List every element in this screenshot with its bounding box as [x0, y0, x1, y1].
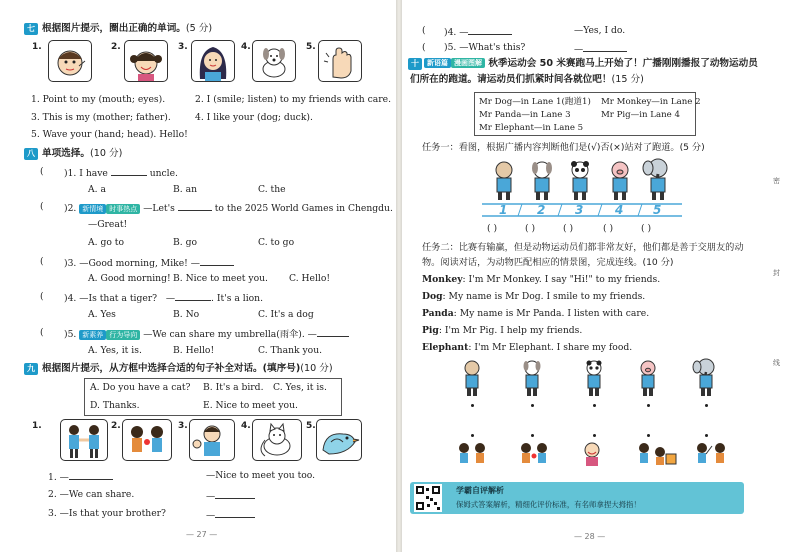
- sec9-blank-1[interactable]: [69, 470, 113, 480]
- task-1-instruction: 任务一：看图，根据广播内容判断他们是(√)否(×)站对了跑道。(5 分): [422, 142, 705, 153]
- match-dot-top-4[interactable]: [647, 404, 650, 407]
- r-q4-blank[interactable]: [468, 25, 512, 35]
- lane-number-3: 3: [575, 203, 584, 217]
- q1-opt-c: C. the: [258, 184, 286, 195]
- boy-icon: [190, 420, 234, 460]
- sec7-pic-num-3: 3.: [178, 42, 188, 52]
- page-number-28: — 28 —: [574, 532, 606, 541]
- scene-help: [639, 443, 676, 465]
- character-elephant: [693, 359, 714, 396]
- section-9-badge: 九: [24, 363, 38, 375]
- sec9-blank-3[interactable]: [215, 508, 255, 518]
- q1-paren: (: [40, 166, 44, 177]
- sec7-item-5: 5. Wave your (hand; head). Hello!: [31, 129, 188, 140]
- match-dot-bottom-5[interactable]: [705, 434, 708, 437]
- sec7-pic-num-2: 2.: [111, 42, 121, 52]
- animal-characters-row: [454, 358, 754, 398]
- sec9-pic-num-5: 5.: [306, 421, 316, 431]
- sec7-pic-hand: [318, 40, 362, 82]
- sec9-reply-3: —: [206, 508, 255, 522]
- right-page: [402, 0, 800, 552]
- lane-number-5: 5: [653, 203, 662, 217]
- lane-info-pig: Mr Pig—in Lane 4: [601, 110, 680, 120]
- lane-2-animal: [532, 162, 552, 200]
- sec9-line-3: 3. —Is that your brother?: [48, 508, 166, 519]
- lane-answer-2[interactable]: ( ): [525, 223, 536, 234]
- sec9-pic-num-4: 4.: [241, 421, 251, 431]
- scene-pictures-row: [450, 440, 750, 470]
- sec7-pic-mother: [191, 40, 235, 82]
- lane-info-monkey: Mr Monkey—in Lane 2: [601, 97, 701, 107]
- q2-blank[interactable]: [178, 201, 212, 211]
- sec9-option-box: [84, 378, 342, 416]
- sec7-item-4: 4. I like your (dog; duck).: [195, 112, 313, 123]
- sec9-pic-1: [60, 419, 108, 461]
- match-dot-top-2[interactable]: [531, 404, 534, 407]
- sec9-pic-3: [189, 419, 235, 461]
- q1-text: )1. I have uncle.: [64, 168, 178, 179]
- character-pig: [641, 361, 655, 396]
- handshake-icon: [61, 420, 107, 460]
- q5-text: )5. 新素养 行为导向 —We can share my umbrella(雨伞). —: [64, 327, 349, 341]
- q4-opt-a: A. Yes: [88, 309, 116, 320]
- sec9-opt-e: E. Nice to meet you.: [203, 400, 298, 411]
- q1-opt-b: B. an: [173, 184, 197, 195]
- sec7-item-2: 2. I (smile; listen) to my friends with care.: [195, 94, 391, 105]
- lane-4-animal: [612, 162, 628, 200]
- lane-info-box: [474, 92, 701, 136]
- sec9-blank-2[interactable]: [215, 489, 255, 499]
- lane-info-elephant: Mr Elephant—in Lane 5: [479, 123, 584, 133]
- margin-char-1: 密: [773, 177, 780, 185]
- dialog-panda: Panda: My name is Mr Panda. I listen with care.: [422, 308, 650, 319]
- character-dog: [524, 361, 541, 396]
- section-7-title: 根据图片提示，圈出正确的单词。(5 分): [42, 23, 213, 34]
- lane-answer-3[interactable]: ( ): [563, 223, 574, 234]
- sec9-reply-1: —Nice to meet you too.: [206, 470, 316, 481]
- section-8-title: 单项选择。(10 分): [42, 148, 123, 159]
- sec9-reply-2: —: [206, 489, 255, 503]
- task-2-instruction-2: 物。阅读对话，为动物匹配相应的情景图，完成连线。(10 分): [422, 257, 674, 268]
- banner-title: 学霸自评解析: [456, 486, 504, 495]
- r-q5-paren: (: [422, 42, 426, 53]
- dialog-monkey: Monkey: I'm Mr Monkey. I say "Hi!" to my friends.: [422, 274, 661, 285]
- sec9-pic-num-2: 2.: [111, 421, 121, 431]
- q3-paren: (: [40, 256, 44, 267]
- q3-opt-c: C. Hello!: [289, 273, 331, 284]
- q2-paren: (: [40, 201, 44, 212]
- r-q5-reply: —: [574, 42, 627, 56]
- sec9-pic-5: [316, 419, 362, 461]
- match-dot-top-1[interactable]: [471, 404, 474, 407]
- character-monkey: [465, 361, 479, 396]
- lane-info-panda: Mr Panda—in Lane 3: [479, 110, 571, 120]
- dialog-elephant: Elephant: I'm Mr Elephant. I share my food.: [422, 342, 633, 353]
- face-eyes-icon: [49, 41, 91, 81]
- q5-blank[interactable]: [317, 327, 349, 337]
- r-q4-reply: —Yes, I do.: [574, 25, 626, 36]
- section-7-badge: 七: [24, 23, 38, 35]
- sec7-pic-dog: [252, 40, 296, 82]
- sec9-line-1: 1. —: [48, 470, 113, 484]
- lane-1-animal: [496, 162, 512, 200]
- r-q4-paren: (: [422, 25, 426, 36]
- scene-say-hi: [697, 443, 725, 463]
- q3-opt-b: B. Nice to meet you.: [173, 273, 268, 284]
- sec7-item-1: 1. Point to my (mouth; eyes).: [31, 94, 166, 105]
- margin-char-3: 线: [773, 359, 780, 367]
- sec9-opt-d: D. Thanks.: [90, 400, 140, 411]
- q3-blank[interactable]: [200, 256, 234, 266]
- q5-paren: (: [40, 327, 44, 338]
- section-10-title-2: 们所在的跑道。请运动员们抓紧时间各就位吧！(15 分): [410, 74, 644, 85]
- scene-smile: [585, 443, 599, 466]
- sec9-pic-2: [122, 419, 172, 461]
- sec9-pic-num-1: 1.: [32, 421, 42, 431]
- lane-5-animal: [643, 159, 667, 200]
- lane-info-dog: Mr Dog—in Lane 1(跑道1): [479, 97, 591, 107]
- left-page: [0, 0, 396, 552]
- sec7-pic-num-1: 1.: [32, 42, 42, 52]
- match-dot-bottom-2[interactable]: [531, 434, 534, 437]
- waving-hand-icon: [319, 41, 361, 81]
- lane-answer-5[interactable]: ( ): [641, 223, 652, 234]
- self-eval-banner: [410, 482, 744, 514]
- q2-opt-c: C. to go: [258, 237, 295, 248]
- r-q5-text: )5. —What's this?: [444, 42, 526, 53]
- match-dot-top-5[interactable]: [705, 404, 708, 407]
- q3-text: )3. —Good morning, Mike! —: [64, 256, 234, 270]
- lane-number-1: 1: [499, 203, 508, 217]
- q2-reply: —Great!: [88, 219, 128, 230]
- q5-opt-b: B. Hello!: [173, 345, 215, 356]
- sec7-pic-smile: [124, 40, 168, 82]
- kids-sharing-icon: [123, 420, 171, 460]
- lane-number-4: 4: [615, 203, 624, 217]
- sec9-opt-b: B. It's a bird.: [203, 382, 264, 393]
- q2-opt-a: A. go to: [88, 237, 125, 248]
- q2-opt-b: B. go: [173, 237, 198, 248]
- sec7-pic-eyes: [48, 40, 92, 82]
- lane-3-animal: [571, 161, 589, 200]
- match-dot-bottom-4[interactable]: [647, 434, 650, 437]
- q1-opt-a: A. a: [88, 184, 106, 195]
- mother-icon: [192, 41, 234, 81]
- q4-opt-c: C. It's a dog: [258, 309, 314, 320]
- r-q5-blank[interactable]: [583, 42, 627, 52]
- r-q4-text: )4. —: [444, 25, 512, 39]
- match-dot-bottom-3[interactable]: [593, 434, 596, 437]
- girl-smile-icon: [125, 41, 167, 81]
- banner-subtitle: 保姆式答案解析，精细化评价标准，有名师拿捏大拇指！: [456, 500, 641, 509]
- section-9-title: 根据图片提示，从方框中选择合适的句子补全对话。(填序号)(10 分): [42, 363, 333, 374]
- sec7-item-3: 3. This is my (mother; father).: [31, 112, 171, 123]
- q4-paren: (: [40, 291, 44, 302]
- sec9-pic-4: [252, 419, 302, 461]
- q1-blank[interactable]: [111, 166, 147, 176]
- q4-opt-b: B. No: [173, 309, 200, 320]
- q5-opt-c: C. Thank you.: [258, 345, 323, 356]
- lane-answer-4[interactable]: ( ): [603, 223, 614, 234]
- bird-icon: [317, 420, 361, 460]
- lane-answer-1[interactable]: ( ): [487, 223, 498, 234]
- sec7-pic-num-5: 5.: [306, 42, 316, 52]
- dialog-pig: Pig: I'm Mr Pig. I help my friends.: [422, 325, 583, 336]
- sec9-line-2: 2. —We can share.: [48, 489, 135, 500]
- lane-number-2: 2: [537, 203, 546, 217]
- section-10-badge: 十: [408, 58, 422, 70]
- qr-code-icon[interactable]: [414, 484, 442, 512]
- scene-listen: [459, 443, 485, 463]
- section-8-badge: 八: [24, 148, 38, 160]
- q4-text: )4. —Is that a tiger? — . It's a lion.: [64, 293, 264, 304]
- q5-opt-a: A. Yes, it is.: [88, 345, 142, 356]
- section-10-title: 新语篇 漫画图解 秋季运动会 50 米赛跑马上开始了！广播刚刚播报了动物运动员: [424, 58, 758, 70]
- dialog-dog: Dog: My name is Mr Dog. I smile to my friends.: [422, 291, 646, 302]
- q4-blank[interactable]: [175, 291, 211, 301]
- sec9-pic-num-3: 3.: [178, 421, 188, 431]
- margin-char-2: 封: [773, 269, 780, 277]
- q3-opt-a: A. Good morning!: [88, 273, 171, 284]
- sec7-pic-num-4: 4.: [241, 42, 251, 52]
- dog-icon: [253, 41, 295, 81]
- match-dot-bottom-1[interactable]: [471, 434, 474, 437]
- task-2-instruction: 任务二：比赛有输赢，但是动物运动员们都非常友好，他们都是善于交朋友的动: [422, 242, 744, 253]
- sec9-opt-c: C. Yes, it is.: [273, 382, 327, 393]
- sec9-opt-a: A. Do you have a cat?: [90, 382, 191, 393]
- q2-text: )2. 新情境 时事热点 —Let's to the 2025 World Games in Chengdu.: [64, 203, 393, 214]
- page-number-27: — 27 —: [186, 530, 218, 539]
- match-dot-top-3[interactable]: [593, 404, 596, 407]
- character-panda: [587, 361, 602, 397]
- cat-icon: [253, 420, 301, 460]
- scene-share-food: [521, 443, 547, 463]
